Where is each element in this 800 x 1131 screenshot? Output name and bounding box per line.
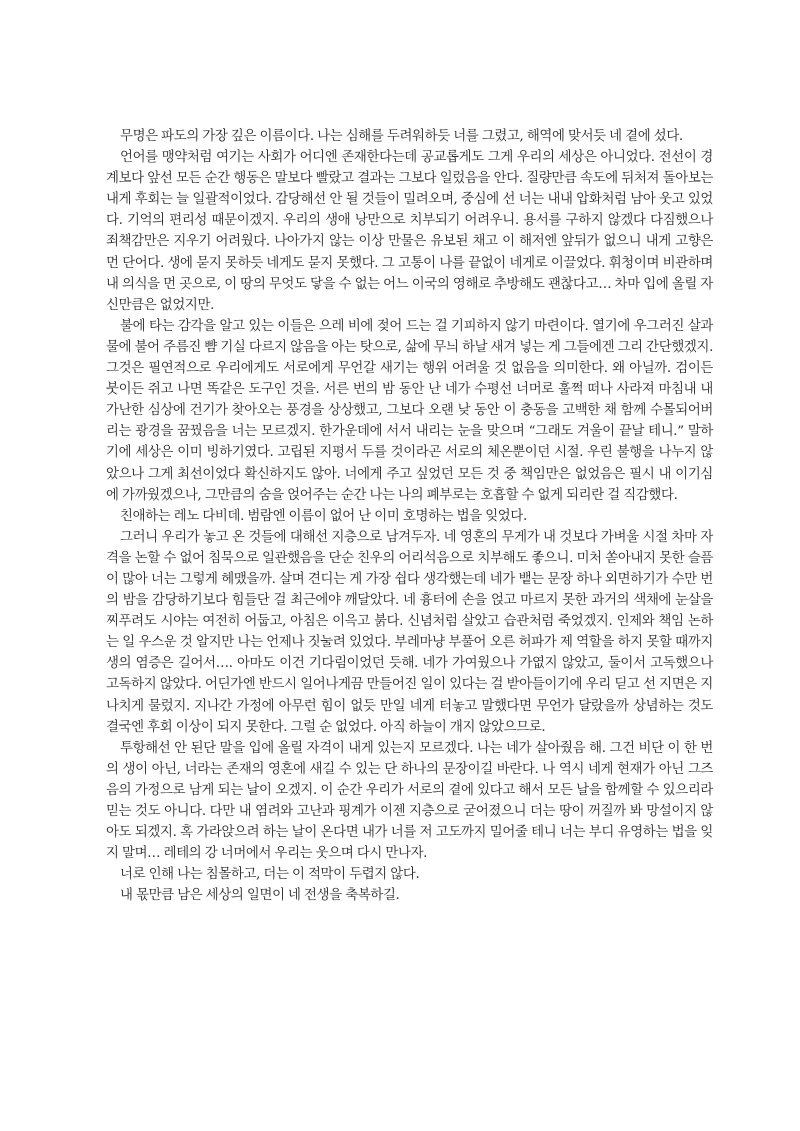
paragraph-3: 불에 타는 감각을 알고 있는 이들은 으레 비에 젖어 드는 걸 기피하지 않기 마련이다. 열기에 우그러진 살과 물에 불어 주름진 뺨 기실 다르지 않음을 아는 탓으로, 삶에 무늬 하날 새겨 넣는 게 그들에겐 그리 간단했겠지. 그것은 필연적으로 우리에게도 서로에게 무언갈 새기는 행위 어려울 것 없음을 의미한다. 왜 아닐까. 검이든 붓이든 쥐고 나면 똑같은 도구인 것을. 서른 번의 밤 동안 난 네가 수평선 너머로 훌쩍 떠나 사라져 마침내 내 가난한 심상에 건기가 찾아오는 풍경을 상상했고, 그보다 오랜 낮 동안 이 충동을 고백한 채 함께 수몰되어버리는 광경을 꿈꿨음을 너는 모르겠지. 한가운데에 서서 내리는 눈을 맞으며 “그래도 겨울이 끝날 테니.” 말하기에 세상은 이미 빙하기였다. 고립된 지평서 두를 것이라곤 서로의 체온뿐이던 시절. 우린 불행을 나누지 않았으나 그게 최선이었다 확신하지도 않아. 너에게 주고 싶었던 모든 것 중 책임만은 없었음은 필시 내 이기심에 가까웠겠으나, 그만큼의 숨을 얹어주는 순간 나는 나의 폐부로는 호흡할 수 없게 되리란 걸 직감했다. xyxy=(106,318,713,503)
paragraph-6: 투항해선 안 된단 말을 입에 올릴 자격이 내게 있는지 모르겠다. 나는 네가 살아줬음 해. 그건 비단 이 한 번의 생이 아닌, 너라는 존재의 영혼에 새길 수 있는 단 하나의 문장이길 바란다. 나 역시 네게 현재가 아닌 그즈음의 가정으로 남게 되는 날이 오겠지. 이 순간 우리가 서로의 곁에 있다고 해서 모든 날을 함께할 수 있으리라 믿는 것도 아니다. 다만 내 염려와 고난과 핑계가 이젠 지층으로 굳어졌으니 더는 땅이 꺼질까 봐 망설이지 않아도 되겠지. 혹 가라앉으려 하는 날이 온다면 내가 너를 저 고도까지 밀어줄 테니 너는 부디 유영하는 법을 잊지 말며… 레테의 강 너머에서 우리는 웃으며 다시 만나자. xyxy=(106,740,713,862)
paragraph-2: 언어를 맹약처럼 여기는 사회가 어디엔 존재한다는데 공교롭게도 그게 우리의 세상은 아니었다. 전선이 경계보다 앞선 모든 순간 행동은 말보다 빨랐고 결과는 그보다 일렀음을 안다. 질량만큼 속도에 뒤처져 돌아보는 내게 후회는 늘 일괄적이었다. 감당해선 안 될 것들이 밀려오며, 중심에 선 너는 내내 압화처럼 남아 웃고 있었다. 기억의 편리성 때문이겠지. 우리의 생애 낭만으로 치부되기 어려우니. 용서를 구하지 않겠다 다짐했으나 죄책감만은 지우기 어려웠다. 나아가지 않는 이상 만물은 유보된 채고 이 해저엔 앞뒤가 없으니 내게 고향은 먼 단어다. 생에 묻지 못하듯 네게도 묻지 못했다. 그 고통이 나를 끝없이 네게로 이끌었다. 휘청이며 비관하며 내 의식을 먼 곳으로, 이 땅의 무엇도 닿을 수 없는 어느 이국의 영해로 추방해도 괜찮다고… 차마 입에 올릴 자신만큼은 없었지만. xyxy=(106,150,713,313)
paragraph-7: 너로 인해 나는 침몰하고, 더는 이 적막이 두렵지 않다. xyxy=(120,867,420,883)
paragraph-5: 그러니 우리가 놓고 온 것들에 대해선 지층으로 남겨두자. 네 영혼의 무게가 내 것보다 가벼울 시절 차마 자격을 논할 수 없어 침묵으로 일관했음을 단순 친우의 어리석음으로 치부해도 좋으니. 미처 쏟아내지 못한 슬픔이 많아 너는 그렇게 헤맸을까. 살며 견디는 게 가장 쉽다 생각했는데 네가 뱉는 문장 하나 외면하기가 수만 번의 밤을 감당하기보다 힘들단 걸 최근에야 깨달았다. 네 흉터에 손을 얹고 마르지 못한 과거의 색채에 눈살을 찌푸려도 시야는 여전히 어둡고, 아침은 이윽고 붉다. 신념처럼 살았고 습관처럼 죽었겠지. 인제와 책임 논하는 일 우스운 것 알지만 나는 언제나 짓눌려 있었다. 부레마냥 부풀어 오른 허파가 제 역할을 하지 못할 때까지 생의 염증은 길어서…. 아마도 이건 기다림이었던 듯해. 네가 가여웠으나 가엾지 않았고, 둘이서 고독했으나 고독하지 않았다. 어딘가엔 반드시 일어나게끔 만들어진 일이 있다는 걸 받아들이기에 우리 딛고 선 지면은 지나치게 물렀지. 지나간 가정에 아무런 힘이 없듯 만일 네게 터놓고 말했다면 무언가 달랐을까 상념하는 것도 결국엔 후회 이상이 되지 못한다. 그럴 순 없었다. 아직 하늘이 개지 않았으므로. xyxy=(106,529,713,735)
paragraph-8: 내 몫만큼 남은 세상의 일면이 네 전생을 축복하길. xyxy=(120,888,400,904)
document-body xyxy=(106,126,713,906)
paragraph-4: 친애하는 레노 다비데. 범람엔 이름이 없어 난 이미 호명하는 법을 잊었다. xyxy=(120,508,527,524)
paragraph-1: 무명은 파도의 가장 깊은 이름이다. 나는 심해를 두려워하듯 너를 그렸고, 해역에 맞서듯 네 곁에 섰다. xyxy=(120,129,683,144)
